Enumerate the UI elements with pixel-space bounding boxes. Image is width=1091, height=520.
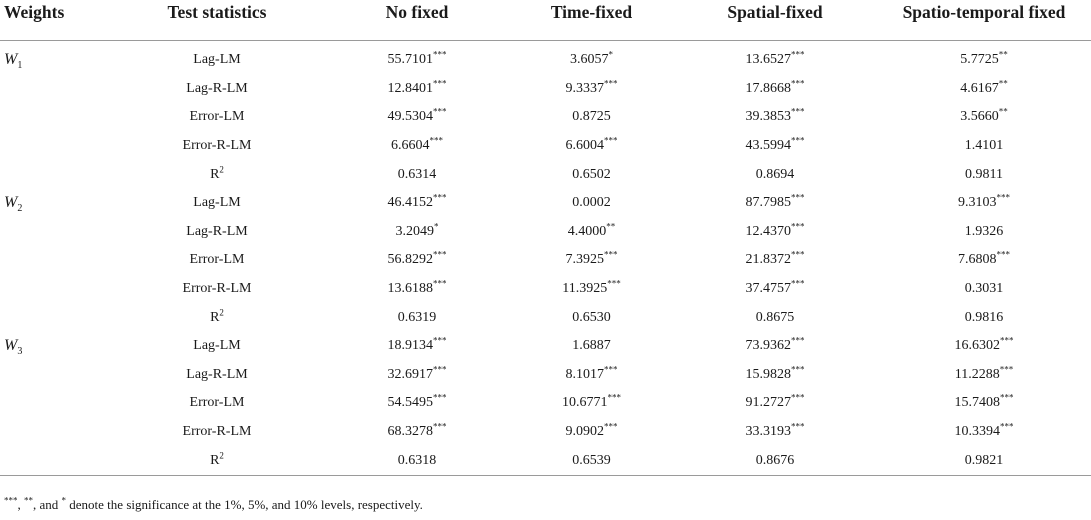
table-footnote: ***, **, and * denote the significance at the 1%, 5%, and 10% levels, respectively. <box>4 495 423 512</box>
test-statistic-cell <box>110 189 324 218</box>
value-cell-no-fixed: 68.3278*** <box>387 421 447 440</box>
value-cell-time-fixed: 3.6057* <box>570 49 613 68</box>
test-statistic-cell <box>110 275 324 304</box>
value-cell-spatio-temporal-fixed: 15.7408*** <box>954 392 1014 411</box>
test-statistic-label: Error-R-LM <box>182 138 252 154</box>
value-cell-time-fixed: 9.3337*** <box>565 78 618 96</box>
value-cell-time-fixed: 0.6530 <box>572 309 611 325</box>
value-cell-no-fixed: 13.6188*** <box>387 278 447 297</box>
weight-label <box>0 218 110 247</box>
test-statistic-label: Lag-LM <box>193 338 241 354</box>
value-cell-time-fixed: 0.0002 <box>572 195 611 211</box>
header-row <box>0 0 1091 41</box>
weight-label <box>0 246 110 275</box>
value-cell-spatial-fixed: 21.8372*** <box>745 249 805 268</box>
value-cell-spatial-fixed: 91.2727*** <box>745 392 805 411</box>
table-row <box>0 41 1091 75</box>
value-cell-spatial-fixed: 0.8694 <box>755 166 795 182</box>
test-statistic-label: Lag-LM <box>193 195 241 211</box>
value-cell-spatio-temporal-fixed: 11.2288*** <box>954 364 1014 382</box>
table-row <box>0 332 1091 361</box>
value-cell-spatial-fixed: 73.9362*** <box>745 335 805 354</box>
table-row <box>0 246 1091 275</box>
value-cell-no-fixed: 54.5495*** <box>387 392 447 411</box>
weight-label <box>0 361 110 390</box>
value-cell-spatial-fixed: 43.5994*** <box>745 135 805 154</box>
weight-symbol: W <box>4 337 18 355</box>
table-row <box>0 75 1091 104</box>
value-cell-spatio-temporal-fixed: 1.4101 <box>964 138 1004 154</box>
value-cell-spatial-fixed: 33.3193*** <box>745 421 805 440</box>
value-cell-no-fixed: 32.6917*** <box>387 364 447 382</box>
test-statistic-cell <box>110 361 324 390</box>
test-statistic-cell <box>110 389 324 418</box>
test-statistic-cell <box>110 160 324 189</box>
value-cell-spatio-temporal-fixed: 10.3394*** <box>954 421 1014 440</box>
value-cell-spatio-temporal-fixed: 7.6808*** <box>958 249 1010 268</box>
weight-label <box>0 303 110 332</box>
value-cell-spatio-temporal-fixed: 16.6302*** <box>954 335 1014 354</box>
value-cell-spatio-temporal-fixed: 0.9811 <box>965 166 1003 182</box>
value-cell-spatial-fixed: 37.4757*** <box>745 278 805 297</box>
value-cell-time-fixed: 8.1017*** <box>565 364 618 382</box>
test-statistic-label: Lag-R-LM <box>186 223 248 239</box>
test-statistic-label: Error-LM <box>189 395 245 411</box>
value-cell-spatio-temporal-fixed: 0.9821 <box>877 446 1091 475</box>
value-cell-spatio-temporal-fixed: 0.3031 <box>964 281 1004 297</box>
value-cell-spatio-temporal-fixed: 4.6167** <box>960 78 1008 96</box>
weight-symbol: W <box>4 51 18 69</box>
value-cell-no-fixed: 49.5304*** <box>387 106 447 125</box>
table-row <box>0 446 1091 475</box>
value-cell-no-fixed: 56.8292*** <box>387 249 447 268</box>
value-cell-no-fixed: 3.2049* <box>395 221 439 239</box>
table-row <box>0 189 1091 218</box>
weight-subscript: 1 <box>17 60 23 72</box>
header-test-statistics: Test statistics <box>110 0 324 41</box>
table-row <box>0 418 1091 447</box>
test-statistic-superscript: 2 <box>219 164 224 175</box>
weight-label <box>0 418 110 447</box>
weight-label <box>0 332 110 361</box>
weight-label <box>0 132 110 161</box>
test-statistic-cell <box>110 132 324 161</box>
test-statistic-cell <box>110 41 324 75</box>
value-cell-no-fixed: 18.9134*** <box>387 335 447 354</box>
value-cell-spatial-fixed: 17.8668*** <box>745 78 805 96</box>
value-cell-no-fixed: 6.6604*** <box>391 135 443 154</box>
weight-label <box>0 103 110 132</box>
value-cell-time-fixed: 1.6887 <box>572 338 611 354</box>
weight-label <box>0 160 110 189</box>
weight-label <box>0 389 110 418</box>
test-statistic-cell <box>110 75 324 104</box>
value-cell-spatial-fixed: 12.4370*** <box>745 221 805 239</box>
test-statistic-superscript: 2 <box>219 449 224 460</box>
value-cell-time-fixed: 10.6771*** <box>562 392 621 411</box>
table-row <box>0 160 1091 189</box>
test-statistic-cell <box>110 246 324 275</box>
test-statistic-label: R <box>210 309 220 325</box>
value-cell-spatio-temporal-fixed: 3.5660** <box>960 106 1008 125</box>
table-row <box>0 303 1091 332</box>
value-cell-time-fixed: 0.6539 <box>510 446 673 475</box>
test-statistic-superscript: 2 <box>219 306 224 317</box>
value-cell-spatial-fixed: 87.7985*** <box>745 192 805 211</box>
weight-subscript: 3 <box>17 346 23 358</box>
test-statistic-cell <box>110 218 324 247</box>
test-statistic-label: Lag-R-LM <box>186 80 248 96</box>
table-row <box>0 275 1091 304</box>
table-row <box>0 132 1091 161</box>
test-statistic-label: Error-R-LM <box>182 281 252 297</box>
value-cell-no-fixed: 0.6314 <box>397 166 437 182</box>
weight-label <box>0 189 110 218</box>
test-statistic-cell <box>110 103 324 132</box>
value-cell-time-fixed: 0.6502 <box>572 166 611 182</box>
test-statistic-label: Lag-R-LM <box>186 366 248 382</box>
value-cell-no-fixed: 12.8401*** <box>387 78 447 96</box>
value-cell-no-fixed: 0.6319 <box>397 309 437 325</box>
value-cell-no-fixed: 55.7101*** <box>387 49 447 68</box>
test-statistic-label: Lag-LM <box>193 52 241 68</box>
weight-label <box>0 275 110 304</box>
weight-subscript: 2 <box>17 203 23 215</box>
header-weights: Weights <box>0 0 110 41</box>
header-time-fixed: Time-fixed <box>510 0 673 41</box>
value-cell-no-fixed: 46.4152*** <box>387 192 447 211</box>
table-row <box>0 218 1091 247</box>
test-statistic-cell <box>110 303 324 332</box>
value-cell-time-fixed: 0.8725 <box>572 109 611 125</box>
value-cell-time-fixed: 6.6004*** <box>565 135 618 154</box>
test-statistic-label: Error-LM <box>189 252 245 268</box>
test-statistic-label: R <box>210 166 220 182</box>
weight-label <box>0 41 110 75</box>
value-cell-spatial-fixed: 0.8675 <box>755 309 795 325</box>
value-cell-time-fixed: 11.3925*** <box>562 278 621 297</box>
value-cell-spatio-temporal-fixed: 1.9326 <box>964 223 1004 239</box>
value-cell-spatial-fixed: 39.3853*** <box>745 106 805 125</box>
test-statistic-label: R <box>210 452 220 468</box>
value-cell-spatio-temporal-fixed: 0.9816 <box>964 309 1004 325</box>
value-cell-time-fixed: 7.3925*** <box>565 249 618 268</box>
test-statistic-cell <box>110 418 324 447</box>
test-statistic-label: Error-LM <box>189 109 245 125</box>
value-cell-spatio-temporal-fixed: 9.3103*** <box>958 192 1010 211</box>
value-cell-spatial-fixed: 0.8676 <box>673 446 877 475</box>
value-cell-time-fixed: 9.0902*** <box>565 421 618 440</box>
value-cell-time-fixed: 4.4000** <box>567 221 616 239</box>
header-spatio-temporal-fixed: Spatio-temporal fixed <box>877 0 1091 41</box>
header-spatial-fixed: Spatial-fixed <box>673 0 877 41</box>
table-header <box>0 0 1091 41</box>
table-row <box>0 103 1091 132</box>
value-cell-no-fixed: 0.6318 <box>324 446 510 475</box>
value-cell-spatial-fixed: 13.6527*** <box>745 49 805 68</box>
header-no-fixed: No fixed <box>324 0 510 41</box>
weight-label <box>0 75 110 104</box>
weight-symbol: W <box>4 194 18 212</box>
test-statistic-cell <box>110 446 324 475</box>
value-cell-spatial-fixed: 15.9828*** <box>745 364 805 382</box>
table-row <box>0 389 1091 418</box>
test-statistic-label: Error-R-LM <box>182 424 252 440</box>
weight-label <box>0 446 110 475</box>
table-row <box>0 361 1091 390</box>
table-body <box>0 41 1091 476</box>
test-statistic-cell <box>110 332 324 361</box>
value-cell-spatio-temporal-fixed: 5.7725** <box>960 49 1008 68</box>
